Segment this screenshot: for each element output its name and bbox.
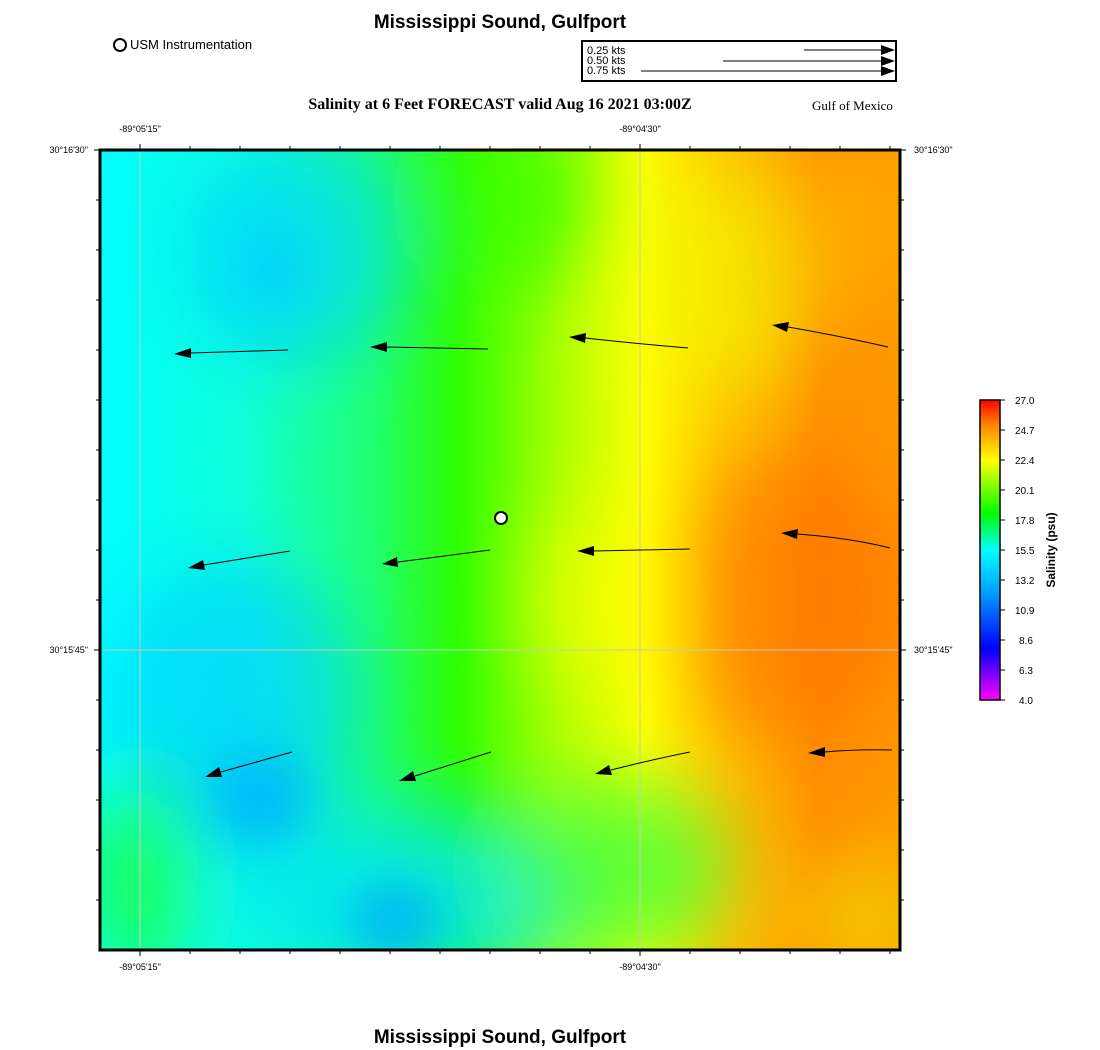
page-title: Mississippi Sound, Gulfport bbox=[373, 12, 627, 33]
colorbar bbox=[980, 400, 1000, 700]
colorbar-tick: 15.5 bbox=[1015, 546, 1035, 557]
colorbar-tick: 22.4 bbox=[1015, 456, 1035, 467]
colorbar-tick: 17.8 bbox=[1015, 516, 1035, 527]
colorbar-ticks bbox=[1015, 396, 1035, 707]
colorbar-tick: 6.3 bbox=[1019, 666, 1033, 677]
station-marker-icon bbox=[495, 512, 507, 524]
region-label: Gulf of Mexico bbox=[812, 98, 893, 113]
top-lon-label: -89°05'15" bbox=[119, 124, 161, 134]
colorbar-tick: 10.9 bbox=[1015, 606, 1035, 617]
vector-legend-label-1: 0.25 kts bbox=[587, 45, 626, 57]
bottom-lon-label: -89°05'15" bbox=[119, 962, 161, 972]
right-lat-label: 30°15'45" bbox=[914, 645, 953, 655]
colorbar-tick: 13.2 bbox=[1015, 576, 1035, 587]
right-lat-label: 30°16'30" bbox=[914, 145, 953, 155]
colorbar-tick: 27.0 bbox=[1015, 396, 1035, 407]
colorbar-tick: 20.1 bbox=[1015, 486, 1035, 497]
top-lon-label: -89°04'30" bbox=[619, 124, 661, 134]
vector-legend-label-2: 0.50 kts bbox=[587, 55, 626, 67]
station-legend-label: USM Instrumentation bbox=[130, 37, 253, 52]
forecast-title: Salinity at 6 Feet FORECAST valid Aug 16 2021 03:00Z bbox=[308, 96, 692, 113]
colorbar-tick: 24.7 bbox=[1015, 426, 1035, 437]
left-lat-label: 30°15'45" bbox=[49, 645, 88, 655]
colorbar-tick: 8.6 bbox=[1019, 636, 1033, 647]
colorbar-label: Salinity (psu) bbox=[1044, 512, 1058, 588]
colorbar-tick: 4.0 bbox=[1019, 696, 1033, 707]
vector-legend-label-3: 0.75 kts bbox=[587, 65, 626, 77]
left-lat-label: 30°16'30" bbox=[49, 145, 88, 155]
footer-title: Mississippi Sound, Gulfport bbox=[373, 1027, 627, 1048]
bottom-lon-label: -89°04'30" bbox=[619, 962, 661, 972]
